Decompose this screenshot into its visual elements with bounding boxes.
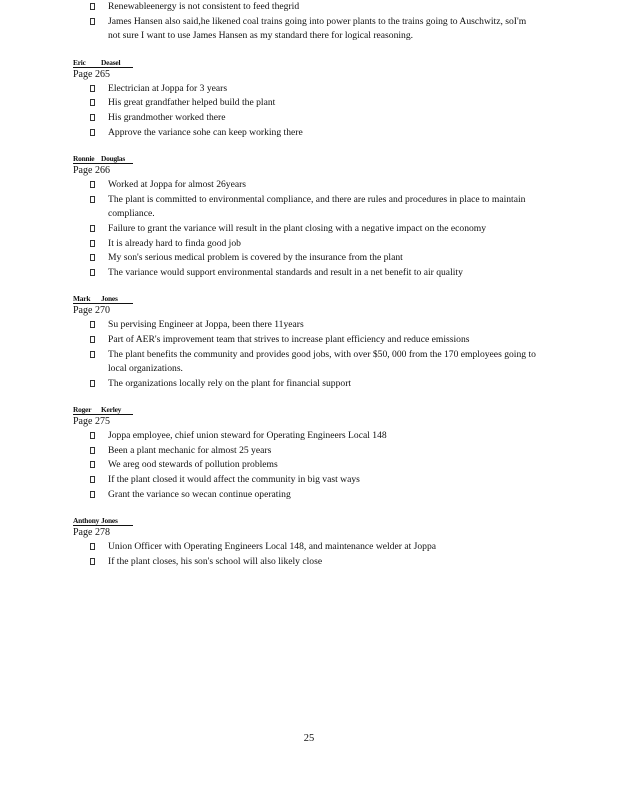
list-item: It is already hard to finda good job xyxy=(0,237,618,252)
bullet-box-icon xyxy=(90,225,95,232)
speaker-bullet-list xyxy=(0,429,618,502)
bullet-box-icon xyxy=(90,461,95,468)
speaker-name: Eric Deasel xyxy=(73,58,133,68)
speaker-bullet-list xyxy=(0,178,618,280)
bullet-box-icon xyxy=(90,129,95,136)
bullet-box-icon xyxy=(90,18,95,25)
bullet-box-icon xyxy=(90,447,95,454)
bullet-box-icon xyxy=(90,432,95,439)
page-number: 25 xyxy=(303,733,315,744)
list-item: My son's serious medical problem is covered by the insurance from the plant xyxy=(0,251,618,266)
page-reference: Page 275 xyxy=(73,416,110,428)
list-item: Grant the variance so wecan continue operating xyxy=(0,488,618,503)
list-item: Su pervising Engineer at Joppa, been there 11years xyxy=(0,318,618,333)
speaker-name: Mark Jones xyxy=(73,294,133,304)
list-item: Renewableenergy is not consistent to feed thegrid xyxy=(0,0,618,15)
list-item: Worked at Joppa for almost 26years xyxy=(0,178,618,193)
bullet-box-icon xyxy=(90,476,95,483)
bullet-box-icon xyxy=(90,558,95,565)
bullet-box-icon xyxy=(90,543,95,550)
list-item: The plant is committed to environmental compliance, and there are rules and procedures in place to maintain compliance. xyxy=(0,193,618,222)
bullet-box-icon xyxy=(90,491,95,498)
page-reference: Page 278 xyxy=(73,527,110,539)
speaker-bullet-list xyxy=(0,540,618,569)
list-item: If the plant closed it would affect the community in big vast ways xyxy=(0,473,618,488)
list-item: The organizations locally rely on the plant for financial support xyxy=(0,377,618,392)
speaker-bullet-list xyxy=(0,82,618,140)
bullet-box-icon xyxy=(90,321,95,328)
speaker-name: Roger Kerley xyxy=(73,405,133,415)
bullet-box-icon xyxy=(90,351,95,358)
list-item: If the plant closes, his son's school will also likely close xyxy=(0,555,618,570)
bullet-box-icon xyxy=(90,336,95,343)
list-item: Union Officer with Operating Engineers Local 148, and maintenance welder at Joppa xyxy=(0,540,618,555)
bullet-box-icon xyxy=(90,3,95,10)
list-item: Joppa employee, chief union steward for Operating Engineers Local 148 xyxy=(0,429,618,444)
bullet-box-icon xyxy=(90,99,95,106)
page-reference: Page 266 xyxy=(73,165,110,177)
bullet-box-icon xyxy=(90,196,95,203)
list-item: Approve the variance sohe can keep working there xyxy=(0,126,618,141)
list-item: His grandmother worked there xyxy=(0,111,618,126)
bullet-box-icon xyxy=(90,254,95,261)
page-reference: Page 270 xyxy=(73,305,110,317)
bullet-box-icon xyxy=(90,269,95,276)
speaker-name: Ronnie Douglas xyxy=(73,154,133,164)
page-reference: Page 265 xyxy=(73,68,110,80)
list-item: Part of AER's improvement team that strives to increase plant efficiency and reduce emissions xyxy=(0,333,618,348)
list-item: We areg ood stewards of pollution problems xyxy=(0,458,618,473)
list-item: Been a plant mechanic for almost 25 years xyxy=(0,444,618,459)
list-item: Electrician at Joppa for 3 years xyxy=(0,82,618,97)
list-item: Failure to grant the variance will result in the plant closing with a negative impact on the economy xyxy=(0,222,618,237)
bullet-box-icon xyxy=(90,380,95,387)
speaker-name: Anthony Jones xyxy=(73,516,133,526)
bullet-box-icon xyxy=(90,85,95,92)
bullet-box-icon xyxy=(90,240,95,247)
bullet-box-icon xyxy=(90,181,95,188)
list-item: His great grandfather helped build the plant xyxy=(0,96,618,111)
continued-bullet-list xyxy=(0,0,618,44)
list-item: The variance would support environmental standards and result in a net benefit to air quality xyxy=(0,266,618,281)
bullet-box-icon xyxy=(90,114,95,121)
list-item: The plant benefits the community and provides good jobs, with over $50, 000 from the 170 employees going to local organizations. xyxy=(0,348,618,377)
list-item: James Hansen also said,he likened coal trains going into power plants to the trains going to Auschwitz, soI'm not sure I want to use James Hansen as my standard there for logical reasoning. xyxy=(0,15,618,44)
speaker-bullet-list xyxy=(0,318,618,391)
